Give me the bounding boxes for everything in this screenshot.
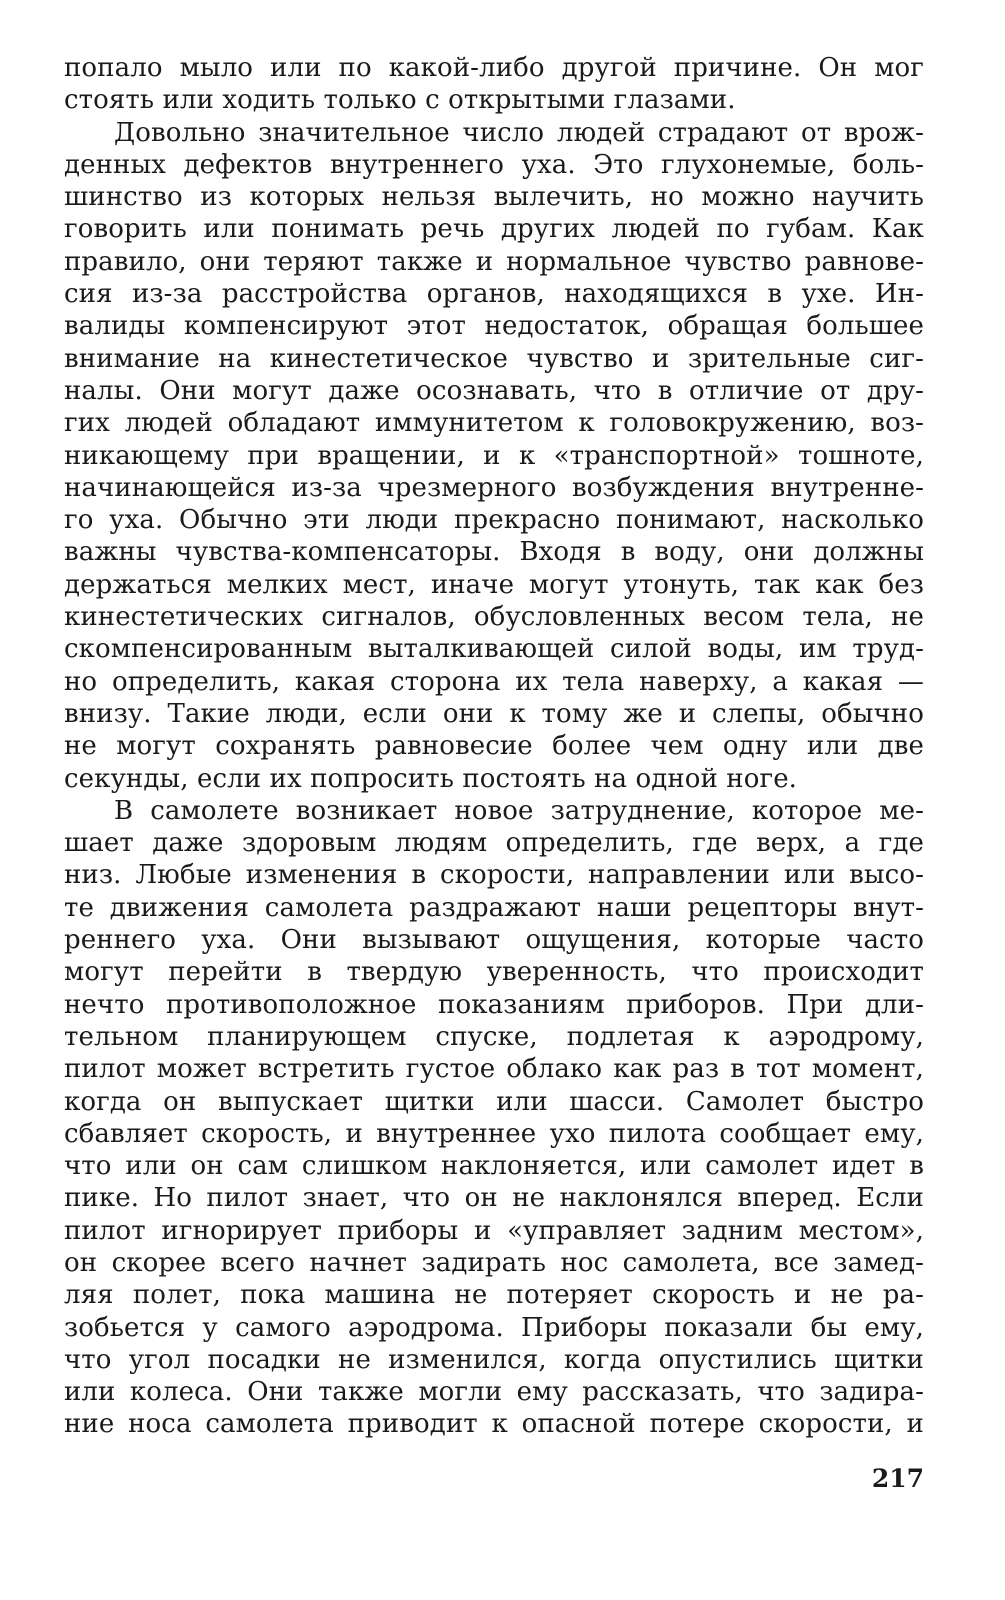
text-line: пилот может встретить густое облако как раз в тот момент, xyxy=(64,1054,924,1085)
text-line: могут перейти в твердую уверенность, что происходит xyxy=(64,957,924,988)
text-line: держаться мелких мест, иначе могут утонуть, так как без xyxy=(64,569,924,600)
text-line: валиды компенсируют этот недостаток, обращая большее xyxy=(64,311,924,342)
text-line: пилот игнорирует приборы и «управляет задним местом», xyxy=(64,1215,924,1246)
body-text xyxy=(64,52,924,1441)
text-line: скомпенсированным выталкивающей силой воды, им труд- xyxy=(64,634,924,665)
text-line: он скорее всего начнет задирать нос самолета, все замед- xyxy=(64,1247,924,1278)
text-line: не могут сохранять равновесие более чем одну или две xyxy=(64,731,924,762)
text-line: гих людей обладают иммунитетом к головокружению, воз- xyxy=(64,408,924,439)
text-line: денных дефектов внутреннего уха. Это глухонемые, боль- xyxy=(64,149,924,180)
text-line: попало мыло или по какой-либо другой причине. Он мог xyxy=(64,53,924,83)
text-line: внизу. Такие люди, если они к тому же и слепы, обычно xyxy=(64,698,924,729)
text-line: когда он выпускает щитки или шасси. Самолет быстро xyxy=(64,1086,924,1117)
text-line: шает даже здоровым людям определить, где верх, а где xyxy=(64,828,924,859)
text-line: ние носа самолета приводит к опасной потере скорости, и xyxy=(64,1409,924,1440)
text-line: важны чувства-компенсаторы. Входя в воду, они должны xyxy=(64,537,924,568)
text-line: но определить, какая сторона их тела наверху, а какая — xyxy=(64,666,924,697)
text-line: внимание на кинестетическое чувство и зрительные сиг- xyxy=(64,343,924,374)
text-line: никающему при вращении, и к «транспортной» тошноте, xyxy=(64,440,924,471)
text-line: стоять или ходить только с открытыми глазами. xyxy=(64,85,736,116)
text-line: что или он сам слишком наклоняется, или самолет идет в xyxy=(64,1151,924,1182)
text-line: те движения самолета раздражают наши рецепторы внут- xyxy=(64,892,924,923)
text-line: го уха. Обычно эти люди прекрасно понимают, насколько xyxy=(64,505,924,536)
text-line: кинестетических сигналов, обусловленных весом тела, не xyxy=(64,602,924,633)
text-line: нечто противоположное показаниям приборов. При дли- xyxy=(64,989,924,1020)
text-line: налы. Они могут даже осознавать, что в отличие от дру- xyxy=(64,375,924,406)
text-line: шинство из которых нельзя вылечить, но можно научить xyxy=(64,182,924,213)
text-line: ляя полет, пока машина не потеряет скорость и не ра- xyxy=(64,1280,924,1311)
text-line: зобьется у самого аэродрома. Приборы показали бы ему, xyxy=(64,1312,924,1343)
text-line: низ. Любые изменения в скорости, направлении или высо- xyxy=(64,860,924,891)
page-number: 217 xyxy=(871,1464,924,1493)
text-line: правило, они теряют также и нормальное чувство равнове- xyxy=(64,246,924,277)
text-line: Довольно значительное число людей страдают от врож- xyxy=(114,117,924,148)
text-line: сия из-за расстройства органов, находящихся в ухе. Ин- xyxy=(64,279,924,310)
text-line: секунды, если их попросить постоять на одной ноге. xyxy=(64,763,798,794)
text-line: что угол посадки не изменился, когда опустились щитки xyxy=(64,1344,924,1375)
text-line: реннего уха. Они вызывают ощущения, которые часто xyxy=(64,925,924,956)
text-line: пике. Но пилот знает, что он не наклонялся вперед. Если xyxy=(64,1183,924,1214)
text-line: начинающейся из-за чрезмерного возбуждения внутренне- xyxy=(64,472,924,503)
text-line: говорить или понимать речь других людей по губам. Как xyxy=(64,214,924,245)
text-line: В самолете возникает новое затруднение, которое ме- xyxy=(114,795,924,826)
text-line: тельном планирующем спуске, подлетая к аэродрому, xyxy=(64,1021,924,1052)
text-line: сбавляет скорость, и внутреннее ухо пилота сообщает ему, xyxy=(64,1118,924,1149)
text-line: или колеса. Они также могли ему рассказать, что задира- xyxy=(64,1377,924,1408)
